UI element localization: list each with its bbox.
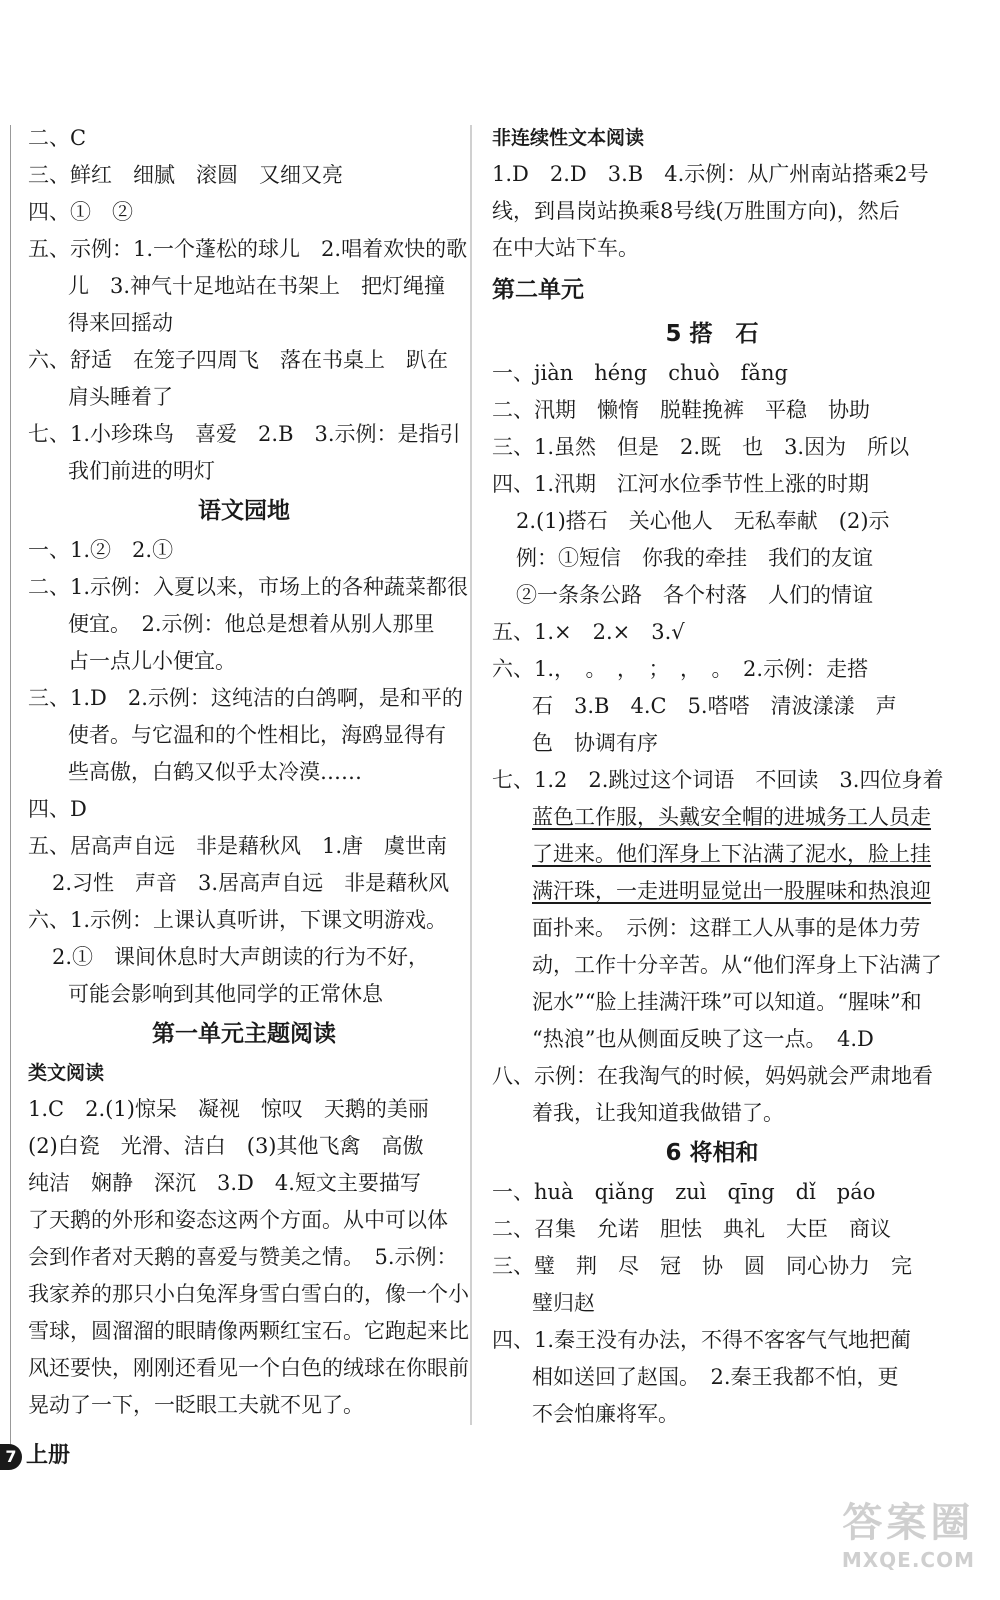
- right-answer-line: 了进来。他们浑身上下沾满了泥水，脸上挂: [532, 842, 931, 866]
- left-answer-line: 三、鲜红 细腻 滚圆 又细又亮: [28, 163, 343, 187]
- right-answer-line: 着我，让我知道我做错了。: [532, 1101, 784, 1125]
- left-answer-line: 四、D: [28, 797, 87, 821]
- left-answer-line: 六、1.示例：上课认真听讲，下课文明游戏。: [28, 908, 448, 932]
- left-margin-rule: [10, 125, 11, 1460]
- right-section-heading: 5 搭 石: [665, 321, 759, 347]
- watermark-sub: MXQE.COM: [841, 1548, 975, 1572]
- right-answer-line: 在中大站下车。: [492, 236, 639, 260]
- left-answer-line: 占一点儿小便宜。: [68, 649, 236, 673]
- left-answer-line: 六、舒适 在笼子四周飞 落在书桌上 趴在: [28, 348, 448, 372]
- right-answer-line: 不会怕廉将军。: [532, 1402, 679, 1426]
- right-answer-line: 四、1.汛期 江河水位季节性上涨的时期: [492, 472, 870, 496]
- left-section-heading: 第一单元主题阅读: [152, 1021, 336, 1047]
- right-answer-line: 六、1.， 。 ， ； ， 。 2.示例：走搭: [492, 657, 869, 681]
- left-subheading: 类文阅读: [28, 1062, 105, 1084]
- right-answer-line: 璧归赵: [532, 1291, 595, 1315]
- right-answer-line: 二、召集 允诺 胆怯 典礼 大臣 商议: [492, 1217, 891, 1241]
- left-answer-line: 三、1.D 2.示例：这纯洁的白鸽啊，是和平的: [28, 686, 463, 710]
- right-answer-line: 色 协调有序: [532, 731, 658, 755]
- right-answer-line: ②一条条公路 各个村落 人们的情谊: [516, 583, 873, 607]
- right-answer-line: 一、huà qiǎng zuì qīng dǐ páo: [492, 1180, 876, 1204]
- right-answer-line: 一、jiàn héng chuò fǎng: [492, 361, 788, 385]
- right-answer-line: 四、1.秦王没有办法，不得不客客气气地把蔺: [492, 1328, 912, 1352]
- left-answer-line: 我家养的那只小白兔浑身雪白雪白的，像一个小: [28, 1282, 469, 1306]
- right-answer-line: 相如送回了赵国。 2.秦王我都不怕，更: [532, 1365, 899, 1389]
- left-answer-line: 五、居高声自远 非是藉秋风 1.唐 虞世南: [28, 834, 448, 858]
- right-answer-line: 1.D 2.D 3.B 4.示例：从广州南站搭乘2号: [492, 162, 929, 186]
- watermark-logo: [842, 1491, 975, 1572]
- left-answer-line: 纯洁 娴静 深沉 3.D 4.短文主要描写: [28, 1171, 421, 1195]
- left-answer-line: 2.习性 声音 3.居高声自远 非是藉秋风: [52, 871, 450, 895]
- left-section-heading: 语文园地: [198, 498, 290, 524]
- right-answer-line: 三、璧 荆 尽 冠 协 圆 同心协力 完: [492, 1254, 912, 1278]
- right-subheading: 非连续性文本阅读: [492, 127, 645, 149]
- right-answer-line: 面扑来。 示例：这群工人从事的是体力劳: [532, 916, 921, 940]
- left-answer-line: 四、① ②: [28, 200, 133, 224]
- left-answer-line: 二、C: [28, 126, 87, 150]
- right-unit-title: 第二单元: [492, 277, 584, 303]
- right-answer-line: 八、示例：在我淘气的时候，妈妈就会严肃地看: [492, 1064, 933, 1088]
- left-answer-line: 一、1.② 2.①: [28, 538, 174, 562]
- left-answer-line: 我们前进的明灯: [68, 459, 215, 483]
- right-answer-line: 线，到昌岗站换乘8号线(万胜围方向)，然后: [492, 199, 900, 223]
- left-answer-line: 1.C 2.(1)惊呆 凝视 惊叹 天鹅的美丽: [28, 1097, 429, 1121]
- left-answer-line: 得来回摇动: [68, 311, 173, 335]
- left-answer-line: 便宜。 2.示例：他总是想着从别人那里: [68, 612, 435, 636]
- left-answer-line: 可能会影响到其他同学的正常休息: [68, 982, 383, 1006]
- right-answer-line: 三、1.虽然 但是 2.既 也 3.因为 所以: [492, 435, 910, 459]
- page-footer: [0, 1438, 70, 1470]
- right-answer-column: [492, 120, 944, 1433]
- right-answer-line: 蓝色工作服，头戴安全帽的进城务工人员走: [532, 805, 931, 829]
- right-answer-line: 2.(1)搭石 关心他人 无私奉献 (2)示: [516, 509, 890, 533]
- left-answer-line: 了天鹅的外形和姿态这两个方面。从中可以体: [28, 1208, 448, 1232]
- left-answer-line: 会到作者对天鹅的喜爱与赞美之情。 5.示例：: [28, 1245, 458, 1269]
- right-answer-line: 动，工作十分辛苦。从“他们浑身上下沾满了: [532, 953, 942, 977]
- left-answer-line: 五、示例：1.一个蓬松的球儿 2.唱着欢快的歌: [28, 237, 468, 261]
- right-answer-line: 七、1.2 2.跳过这个词语 不回读 3.四位身着: [492, 768, 944, 792]
- column-divider: [470, 125, 472, 1425]
- left-answer-line: 七、1.小珍珠鸟 喜爱 2.B 3.示例：是指引: [28, 422, 461, 446]
- left-answer-line: 儿 3.神气十足地站在书架上 把灯绳撞: [68, 274, 446, 298]
- left-answer-line: 些高傲，白鹤又似乎太冷漠……: [68, 760, 362, 784]
- right-answer-line: 满汗珠，一走进明显觉出一股腥味和热浪迎: [532, 879, 931, 903]
- left-answer-line: 2.① 课间休息时大声朗读的行为不好，: [52, 945, 430, 969]
- right-answer-line: 泥水”“脸上挂满汗珠”可以知道。“腥味”和: [532, 990, 922, 1014]
- left-answer-line: (2)白瓷 光滑、洁白 (3)其他飞禽 高傲: [28, 1134, 424, 1158]
- left-answer-line: 雪球，圆溜溜的眼睛像两颗红宝石。它跑起来比: [28, 1319, 469, 1343]
- watermark-main: 答案圈: [842, 1500, 975, 1546]
- right-answer-line: “热浪”也从侧面反映了这一点。 4.D: [532, 1027, 874, 1051]
- right-answer-line: 五、1.× 2.× 3.√: [492, 620, 685, 644]
- left-answer-line: 晃动了一下，一眨眼工夫就不见了。: [28, 1393, 364, 1417]
- right-answer-line: 石 3.B 4.C 5.嗒嗒 清波漾漾 声: [532, 694, 897, 718]
- right-answer-line: 例：①短信 你我的牵挂 我们的友谊: [516, 546, 873, 570]
- left-answer-line: 肩头睡着了: [68, 385, 173, 409]
- page-number: 7: [0, 1444, 22, 1470]
- left-answer-column: [28, 120, 469, 1424]
- volume-label: 上册: [26, 1443, 71, 1468]
- left-answer-line: 使者。与它温和的个性相比，海鸥显得有: [68, 723, 446, 747]
- left-answer-line: 风还要快，刚刚还看见一个白色的绒球在你眼前: [28, 1356, 469, 1380]
- right-answer-line: 二、汛期 懒惰 脱鞋挽裤 平稳 协助: [492, 398, 870, 422]
- right-section-heading: 6 将相和: [665, 1140, 759, 1166]
- left-answer-line: 二、1.示例：入夏以来，市场上的各种蔬菜都很: [28, 575, 469, 599]
